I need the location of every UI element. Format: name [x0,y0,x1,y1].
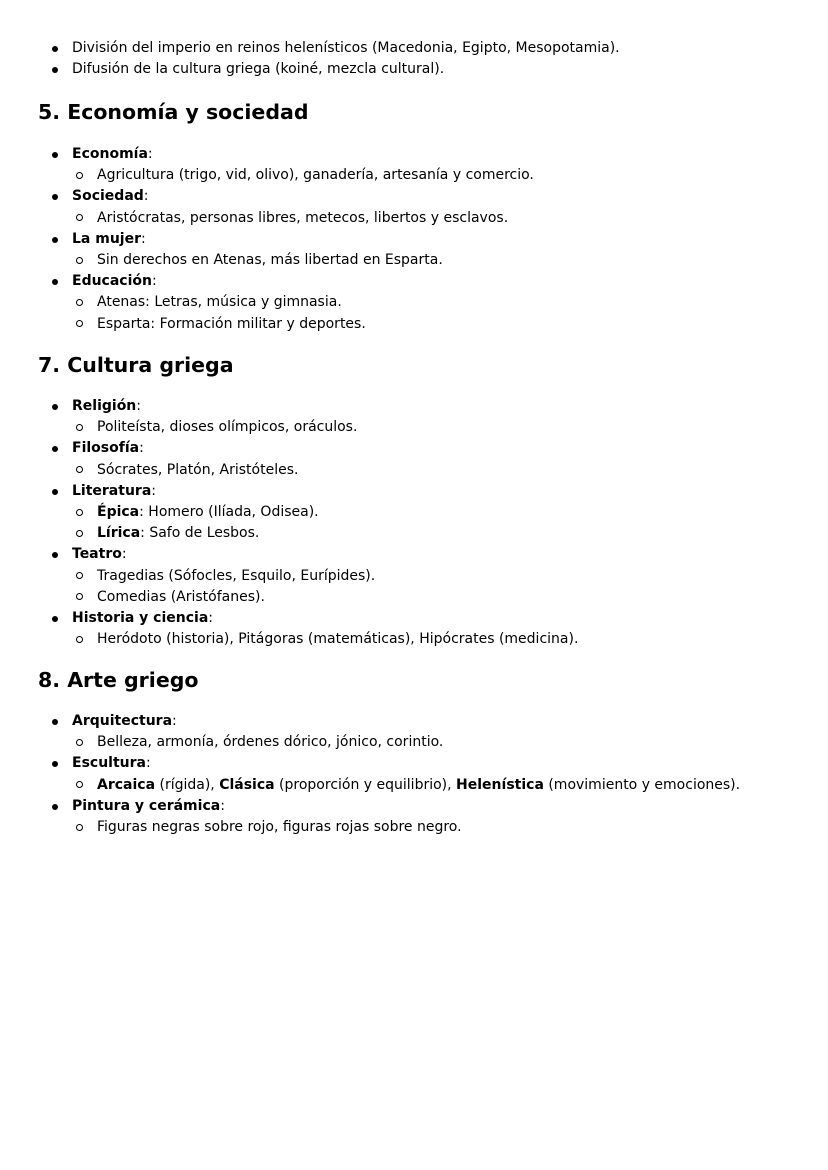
list-item: División del imperio en reinos helenísticos (Macedonia, Egipto, Mesopotamia). [0,38,620,59]
sub-list-item: Figuras negras sobre rojo, figuras rojas sobre negro. [0,817,740,838]
sub-list [72,460,578,481]
sub-list [72,165,534,186]
list-item: Escultura: Arcaica (rígida), Clásica (proporción y equilibrio), Helenística (movimiento y emociones). [0,753,740,795]
sub-list [72,208,534,229]
section-list-block [0,711,740,838]
item-label: Teatro [72,546,122,563]
section-list-block [0,396,578,650]
sub-list [72,417,578,438]
sub-list-item: Aristócratas, personas libres, metecos, libertos y esclavos. [0,208,534,229]
item-label: La mujer [72,230,141,247]
sub-list-item: Sin derechos en Atenas, más libertad en Esparta. [0,250,534,271]
sub-list-item: Épica: Homero (Ilíada, Odisea). [0,502,578,523]
sub-list [72,732,740,753]
item-label: Economía [72,146,148,162]
item-label: Filosofía [72,440,140,457]
item-label: Arquitectura [72,713,173,729]
section-list [0,396,578,650]
sub-list-item: Atenas: Letras, música y gimnasia. [0,292,534,313]
list-item: Literatura: Épica: Homero (Ilíada, Odisea). Lírica: Safo de Lesbos. [0,481,578,545]
section-list [0,711,740,838]
intro-list [0,38,620,80]
list-item: Arquitectura: Belleza, armonía, órdenes dórico, jónico, corintio. [0,711,740,753]
sub-list-item: Esparta: Formación militar y deportes. [0,314,534,335]
item-label: Educación [72,273,152,290]
sub-list-item: Arcaica (rígida), Clásica (proporción y equilibrio), Helenística (movimiento y emociones). [0,775,740,796]
sub-list-item: Comedias (Aristófanes). [0,587,578,608]
section-heading: 7. Cultura griega [38,353,234,377]
item-label: Historia y ciencia [72,610,209,627]
section-heading: 8. Arte griego [38,668,199,692]
section-list [0,144,534,335]
list-item: Pintura y cerámica: Figuras negras sobre rojo, figuras rojas sobre negro. [0,796,740,838]
sub-list [72,502,578,544]
intro-list-block [0,38,620,80]
list-item: Filosofía: Sócrates, Platón, Aristóteles. [0,438,578,480]
sub-list [72,566,578,608]
list-item: La mujer: Sin derechos en Atenas, más libertad en Esparta. [0,229,534,271]
item-label: Sociedad [72,188,144,205]
list-item: Educación: Atenas: Letras, música y gimnasia. Esparta: Formación militar y deportes. [0,271,534,335]
sub-list-item: Agricultura (trigo, vid, olivo), ganadería, artesanía y comercio. [0,165,534,186]
item-label: Religión [72,398,137,414]
sub-list-item: Tragedias (Sófocles, Esquilo, Eurípides). [0,566,578,587]
sub-list [72,629,578,650]
sub-list [72,817,740,838]
list-item: Religión: Politeísta, dioses olímpicos, oráculos. [0,396,578,438]
sub-list-item: Heródoto (historia), Pitágoras (matemáticas), Hipócrates (medicina). [0,629,578,650]
section-heading: 5. Economía y sociedad [38,100,309,124]
item-label: Literatura [72,482,152,499]
sub-list-item: Lírica: Safo de Lesbos. [0,523,578,544]
sub-list-item: Politeísta, dioses olímpicos, oráculos. [0,417,578,438]
list-item: Sociedad: Aristócratas, personas libres, metecos, libertos y esclavos. [0,186,534,228]
item-label: Pintura y cerámica [72,797,221,814]
list-item: Teatro: Tragedias (Sófocles, Esquilo, Eurípides). Comedias (Aristófanes). [0,544,578,608]
sub-list [72,250,534,271]
section-list-block [0,144,534,335]
list-item: Historia y ciencia: Heródoto (historia), Pitágoras (matemáticas), Hipócrates (medicina). [0,608,578,650]
list-item: Difusión de la cultura griega (koiné, mezcla cultural). [0,59,620,80]
sub-list-item: Belleza, armonía, órdenes dórico, jónico, corintio. [0,732,740,753]
list-item: Economía: Agricultura (trigo, vid, olivo), ganadería, artesanía y comercio. [0,144,534,186]
sub-list [72,292,534,334]
item-label: Escultura [72,755,146,772]
sub-list-item: Sócrates, Platón, Aristóteles. [0,460,578,481]
sub-list [72,775,740,796]
